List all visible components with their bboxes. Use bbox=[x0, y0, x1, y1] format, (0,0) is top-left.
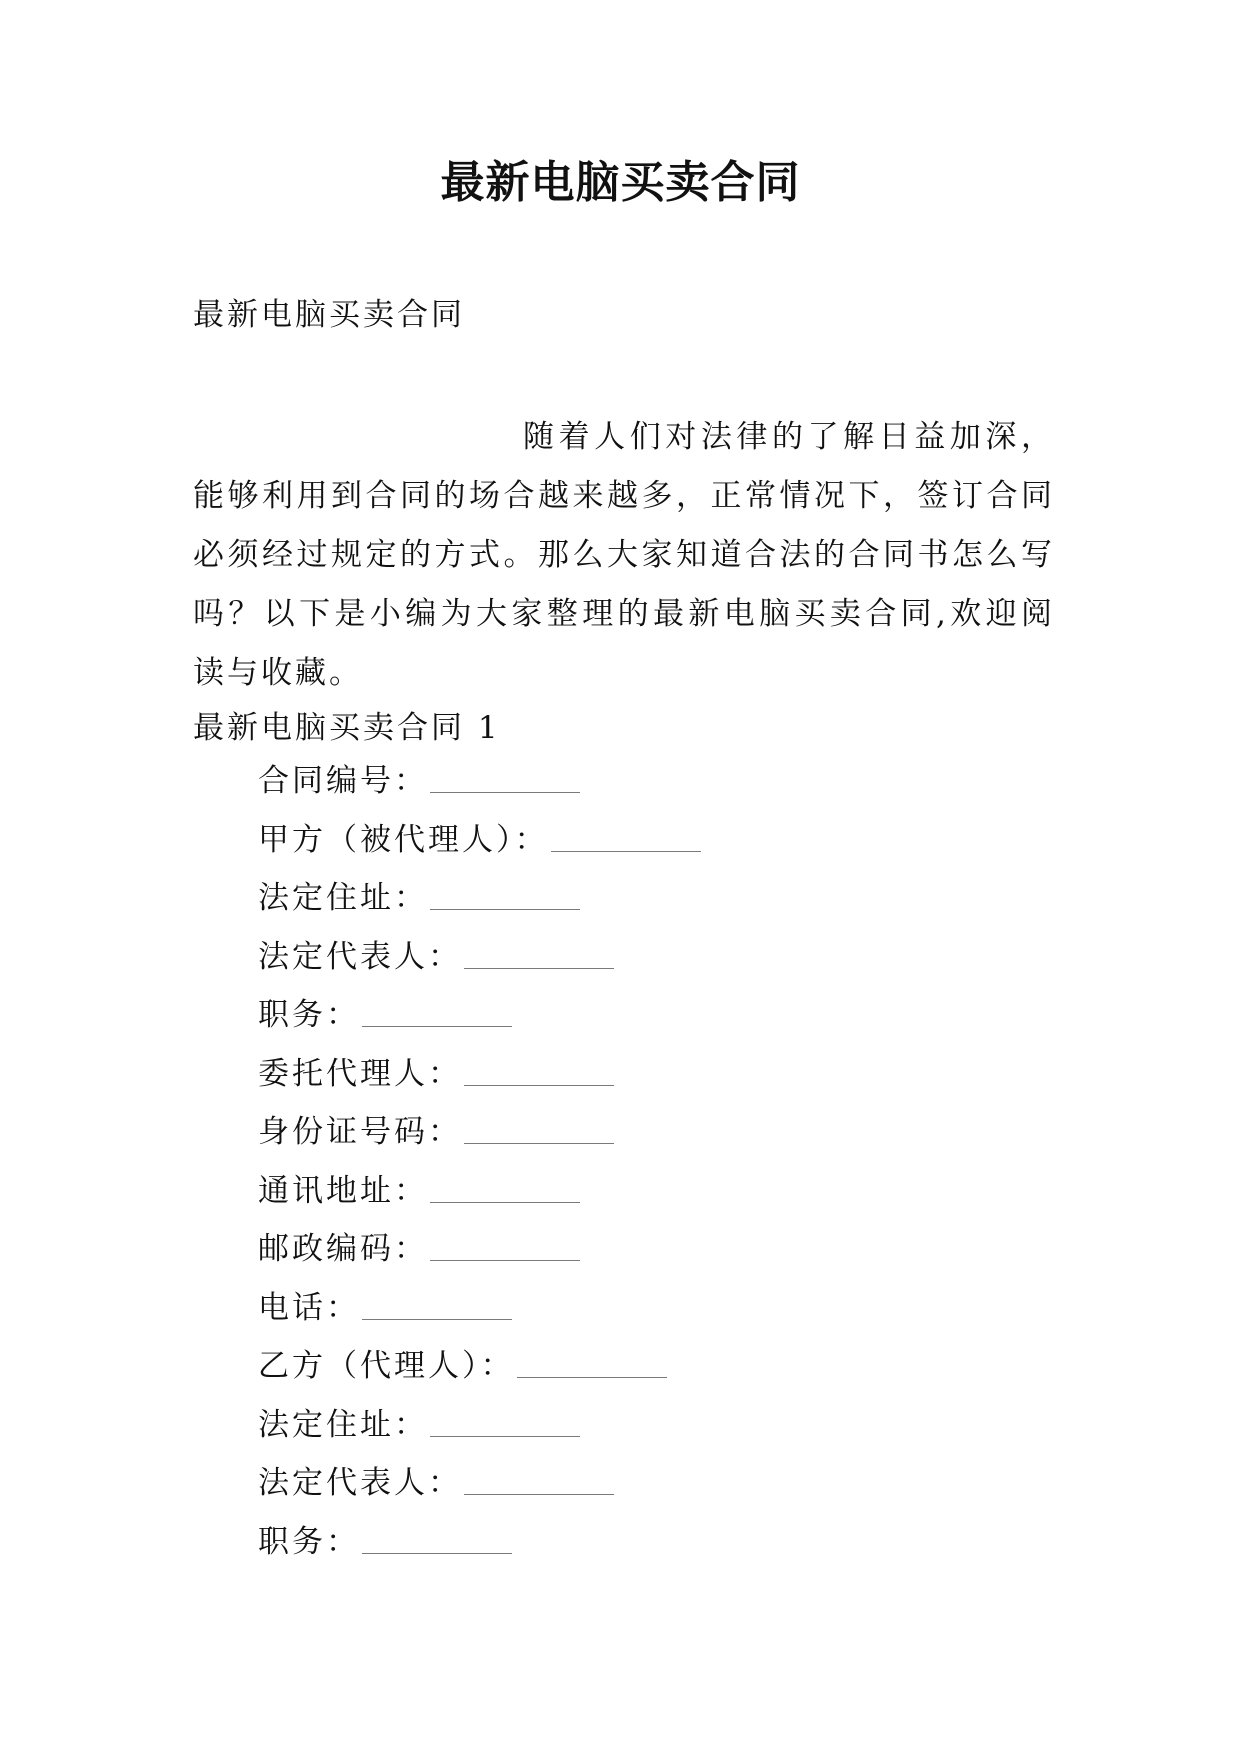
field-label: 法定代表人： bbox=[258, 1465, 462, 1501]
field-label: 职务： bbox=[258, 997, 360, 1033]
field-label: 乙方（代理人）： bbox=[258, 1348, 515, 1384]
fill-in-blank bbox=[362, 1291, 512, 1320]
field-party-b-address bbox=[258, 1402, 701, 1461]
field-authorized-agent bbox=[258, 1051, 701, 1110]
field-party-a-address bbox=[258, 875, 701, 934]
document-subtitle: 最新电脑买卖合同 bbox=[193, 297, 465, 333]
fill-in-blank bbox=[517, 1349, 667, 1378]
field-id-number bbox=[258, 1109, 701, 1168]
field-label: 法定代表人： bbox=[258, 938, 462, 975]
field-label: 邮政编码： bbox=[258, 1231, 428, 1267]
field-label: 通讯地址： bbox=[258, 1172, 428, 1209]
field-label: 合同编号： bbox=[258, 763, 428, 799]
field-label: 委托代理人： bbox=[258, 1055, 462, 1092]
field-phone bbox=[258, 1285, 701, 1344]
field-contract-number bbox=[258, 758, 701, 817]
field-party-a bbox=[258, 817, 701, 876]
field-label: 职务： bbox=[258, 1523, 360, 1560]
fill-in-blank bbox=[430, 764, 580, 793]
field-party-b-position bbox=[258, 1519, 701, 1578]
field-mailing-address bbox=[258, 1168, 701, 1227]
field-party-b bbox=[258, 1343, 701, 1402]
fill-in-blank bbox=[362, 1525, 512, 1554]
fill-in-blank bbox=[362, 998, 512, 1027]
fill-in-blank bbox=[430, 1408, 580, 1437]
field-label: 电话： bbox=[258, 1289, 360, 1326]
field-label: 甲方（被代理人）： bbox=[258, 821, 549, 858]
fill-in-blank bbox=[551, 823, 701, 852]
fill-in-blank bbox=[430, 881, 580, 910]
field-label: 身份证号码： bbox=[258, 1114, 462, 1150]
field-party-b-legal-rep bbox=[258, 1460, 701, 1519]
field-party-a-legal-rep bbox=[258, 934, 701, 993]
document-title: 最新电脑买卖合同 bbox=[440, 157, 801, 208]
field-label: 法定住址： bbox=[258, 1406, 428, 1443]
fill-in-blank bbox=[464, 1057, 614, 1086]
contract-fields-list bbox=[258, 758, 701, 1577]
field-label: 法定住址： bbox=[258, 880, 428, 916]
field-party-a-position bbox=[258, 992, 701, 1051]
section-heading: 最新电脑买卖合同 1 bbox=[193, 710, 501, 746]
fill-in-blank bbox=[430, 1232, 580, 1261]
fill-in-blank bbox=[430, 1174, 580, 1203]
fill-in-blank bbox=[464, 1466, 614, 1495]
fill-in-blank bbox=[464, 1115, 614, 1144]
fill-in-blank bbox=[464, 940, 614, 969]
intro-paragraph: 随着人们对法律的了解日益加深，能够利用到合同的场合越来越多，正常情况下，签订合同必须经过规定的方式。那么大家知道合法的合同书怎么写吗？以下是小编为大家整理的最新电脑买卖合同,欢迎阅读与收藏。 bbox=[193, 419, 1055, 691]
field-postal-code bbox=[258, 1226, 701, 1285]
